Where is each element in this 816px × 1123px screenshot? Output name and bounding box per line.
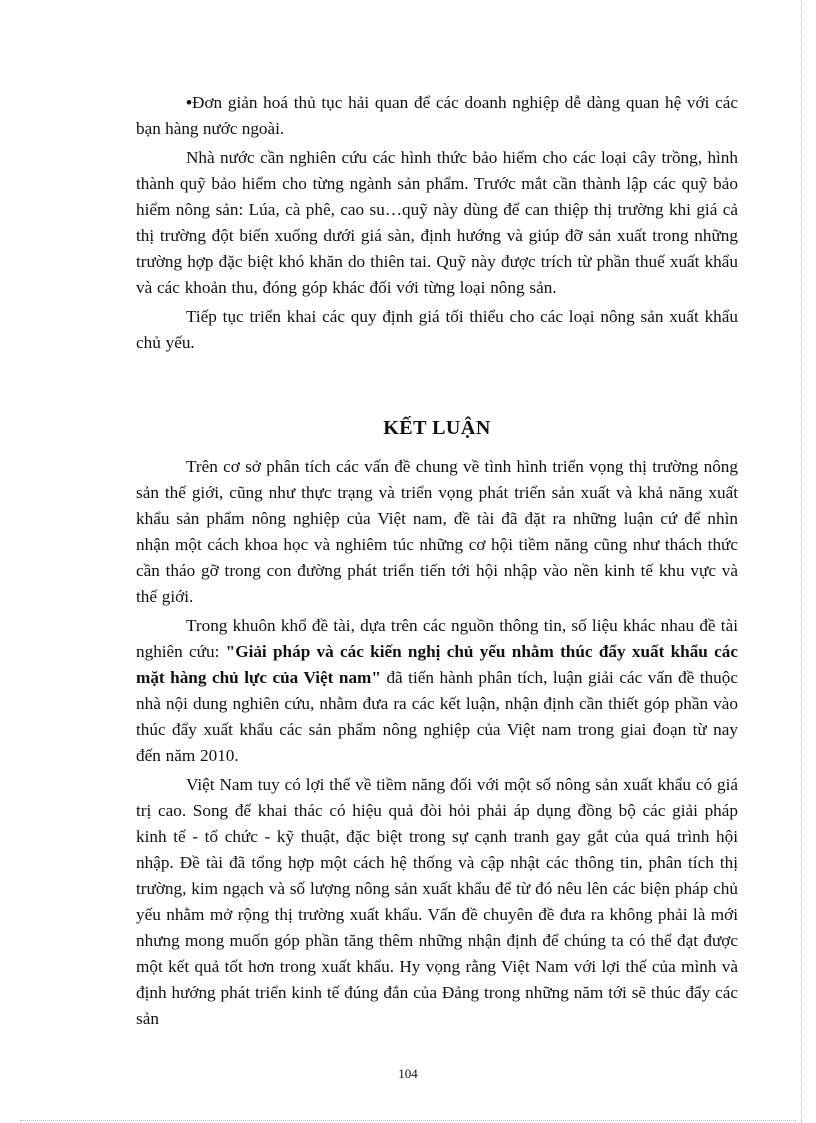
paragraph-insurance: Nhà nước cần nghiên cứu các hình thức bảo hiểm cho các loại cây trồng, hình thành quỹ bảo hiểm cho từng ngành sản phẩm. Trước mắt cần thành lập các quỹ bảo hiểm nông sản: Lúa, cà phê, cao su…quỹ này dùng để can thiệp thị trường khi giá cả thị trường đột biến xuống dưới giá sàn, định hướng và giúp đỡ sản xuất trong những trường hợp đặc biệt khó khăn do thiên tai. Quỹ này được trích từ phần thuế xuất khẩu và các khoản thu, đóng góp khác đối với từng loại nông sản. [136,148,738,297]
conclusion-p2-rest: đã tiến hành phân tích, luận giải các vấn đề thuộc nhà nội dung nghiên cứu, nhằm đưa ra các kết luận, nhận định cần thiết góp phần vào thúc đẩy xuất khẩu các sản phẩm nông nghiệp của Việt nam trong giai đoạn từ nay đến năm 2010. [136,668,739,765]
bullet-text: Đơn giản hoá thủ tục hải quan để các doanh nghiệp dễ dàng quan hệ với các bạn hàng nước ngoài. [136,93,738,138]
conclusion-paragraph-1: Trên cơ sở phân tích các vấn đề chung về tình hình triển vọng thị trường nông sản thế giới, cũng như thực trạng và triển vọng phát triển sản xuất và khả năng xuất khẩu sản phẩm nông nghiệp của Việt nam, đề tài đã đặt ra những luận cứ để nhìn nhận một cách khoa học và nghiêm túc những cơ hội tiềm năng cũng như thách thức cần tháo gỡ trong con đường phát triển tiến tới hội nhập vào nền kinh tế khu vực và thế giới. [136,457,738,606]
research-title: "Giải pháp và các kiến nghị chủ yếu nhằm thúc đẩy xuất khẩu các mặt hàng chủ lực của Việt nam" [136,642,738,687]
conclusion-paragraph-3: Việt Nam tuy có lợi thế về tiềm năng đối với một số nông sản xuất khẩu có giá trị cao. Song để khai thác có hiệu quả đòi hỏi phải áp dụng đồng bộ các giải pháp kinh tế - tổ chức - kỹ thuật, đặc biệt trong sự cạnh tranh gay gắt của quá trình hội nhập. Đề tài đã tổng hợp một cách hệ thống và cập nhật các thông tin, phân tích thị trường, kim ngạch và số lượng nông sản xuất khẩu để từ đó nêu lên các biện pháp chủ yếu nhằm mở rộng thị trường xuất khẩu. Vấn đề chuyên đề đưa ra không phải là mới nhưng mong muốn góp phần tăng thêm những nhận định để chúng ta có thể đạt được một kết quả tốt hơn trong xuất khẩu. Hy vọng rằng Việt Nam với lợi thế của mình và định hướng phát triển kinh tế đúng đắn của Đảng trong những năm tới sẽ thúc đẩy các sản [136,775,738,1028]
page-bottom-rule [20,1120,796,1121]
conclusion-paragraph-2 [136,613,738,769]
page-number: 104 [398,1066,418,1081]
bullet-paragraph [136,90,738,142]
conclusion-p2-lead: Trong khuôn khổ đề tài, dựa trên các nguồn thông tin, số liệu khác nhau đề tài nghiên cứu: [136,616,738,661]
page-content [136,90,738,1035]
section-heading-conclusion: KẾT LUẬN [383,417,491,439]
bullet-icon: • [186,93,193,112]
page-edge-rule [801,0,802,1123]
paragraph-minimum-price: Tiếp tục triển khai các quy định giá tối thiểu cho các loại nông sản xuất khẩu chủ yếu. [136,307,738,352]
